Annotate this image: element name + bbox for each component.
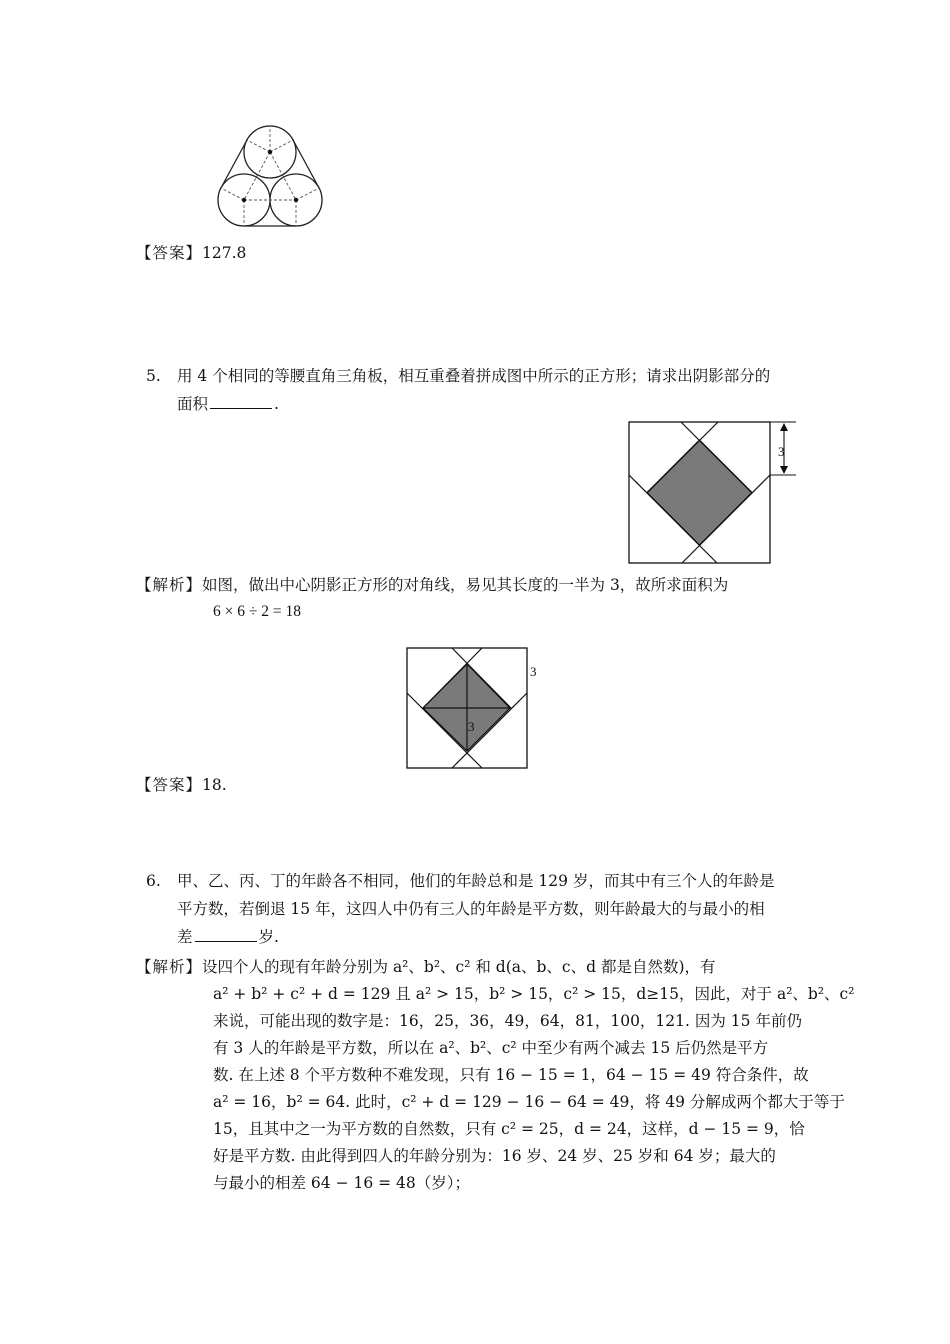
q5-line2-pre: 面积 bbox=[177, 395, 209, 413]
q5-question-line1: 用 4 个相同的等腰直角三角板，相互重叠着拼成图中所示的正方形；请求出阴影部分的 bbox=[177, 367, 771, 385]
q5-number: 5. bbox=[146, 367, 161, 385]
answer-blank bbox=[195, 927, 257, 942]
q6-analysis-line8: 好是平方数. 由此得到四人的年龄分别为：16 岁、24 岁、25 岁和 64 岁；最大的 bbox=[213, 1147, 776, 1165]
answer-label: 【答案】 bbox=[136, 244, 203, 262]
q6-analysis-line9: 与最小的相差 64 − 16 = 48（岁）； bbox=[213, 1174, 471, 1192]
analysis-text: 设四个人的现有年龄分别为 a²、b²、c² 和 d(a、b、c、d 都是自然数)，有 bbox=[202, 958, 716, 976]
q5-analysis-line2: 6 × 6 ÷ 2 = 18 bbox=[213, 603, 301, 620]
q5-analysis-line1 bbox=[136, 574, 728, 596]
answer-value: 18. bbox=[202, 776, 227, 794]
q6-analysis-line5: 数. 在上述 8 个平方数种不难发现，只有 16 − 15 = 1，64 − 15 = 49 符合条件，故 bbox=[213, 1066, 809, 1084]
answer-blank bbox=[210, 394, 272, 409]
figure2-label-right: 3 bbox=[530, 664, 537, 679]
figure-label: 3 bbox=[778, 444, 785, 459]
q6-analysis-line3: 来说，可能出现的数字是：16，25，36，49，64，81，100，121. 因为 15 年前仍 bbox=[213, 1012, 802, 1030]
q6-analysis-line2: a² + b² + c² + d = 129 且 a² > 15，b² > 15，c² > 15，d≥15，因此，对于 a²、b²、c² bbox=[213, 985, 855, 1003]
answer-value: 127.8 bbox=[202, 244, 247, 262]
analysis-label: 【解析】 bbox=[136, 958, 203, 976]
q6-question-line3 bbox=[177, 926, 279, 948]
answer-label: 【答案】 bbox=[136, 776, 203, 794]
analysis-label: 【解析】 bbox=[136, 576, 203, 594]
q6-question-line1: 甲、乙、丙、丁的年龄各不相同，他们的年龄总和是 129 岁，而其中有三个人的年龄是 bbox=[177, 872, 775, 890]
q5-question-line2 bbox=[177, 393, 279, 415]
figure2-label-center: 3 bbox=[468, 719, 475, 734]
q6-analysis-line7: 15，且其中之一为平方数的自然数，只有 c² = 25，d = 24，这样，d − 15 = 9，恰 bbox=[213, 1120, 805, 1138]
q6-question-line2: 平方数，若倒退 15 年，这四人中仍有三人的年龄是平方数，则年龄最大的与最小的相 bbox=[177, 900, 765, 918]
three-circles-figure bbox=[213, 122, 333, 232]
q6-analysis-line4: 有 3 人的年龄是平方数，所以在 a²、b²、c² 中至少有两个减去 15 后仍然是平方 bbox=[213, 1039, 769, 1057]
q6-line3-pre: 差 bbox=[177, 928, 193, 946]
square-figure-2 bbox=[406, 647, 556, 772]
square-figure-1 bbox=[628, 421, 798, 566]
q6-number: 6. bbox=[146, 872, 161, 890]
q6-analysis-line6: a² = 16，b² = 64. 此时，c² + d = 129 − 16 − 64 = 49，将 49 分解成两个都大于等于 bbox=[213, 1093, 845, 1111]
q6-line3-post: 岁. bbox=[258, 928, 279, 946]
q4-answer bbox=[136, 242, 246, 264]
q5-answer bbox=[136, 774, 227, 796]
q5-line2-post: . bbox=[274, 395, 279, 413]
analysis-text: 如图，做出中心阴影正方形的对角线，易见其长度的一半为 3，故所求面积为 bbox=[202, 576, 729, 594]
q6-analysis-line1 bbox=[136, 956, 716, 978]
